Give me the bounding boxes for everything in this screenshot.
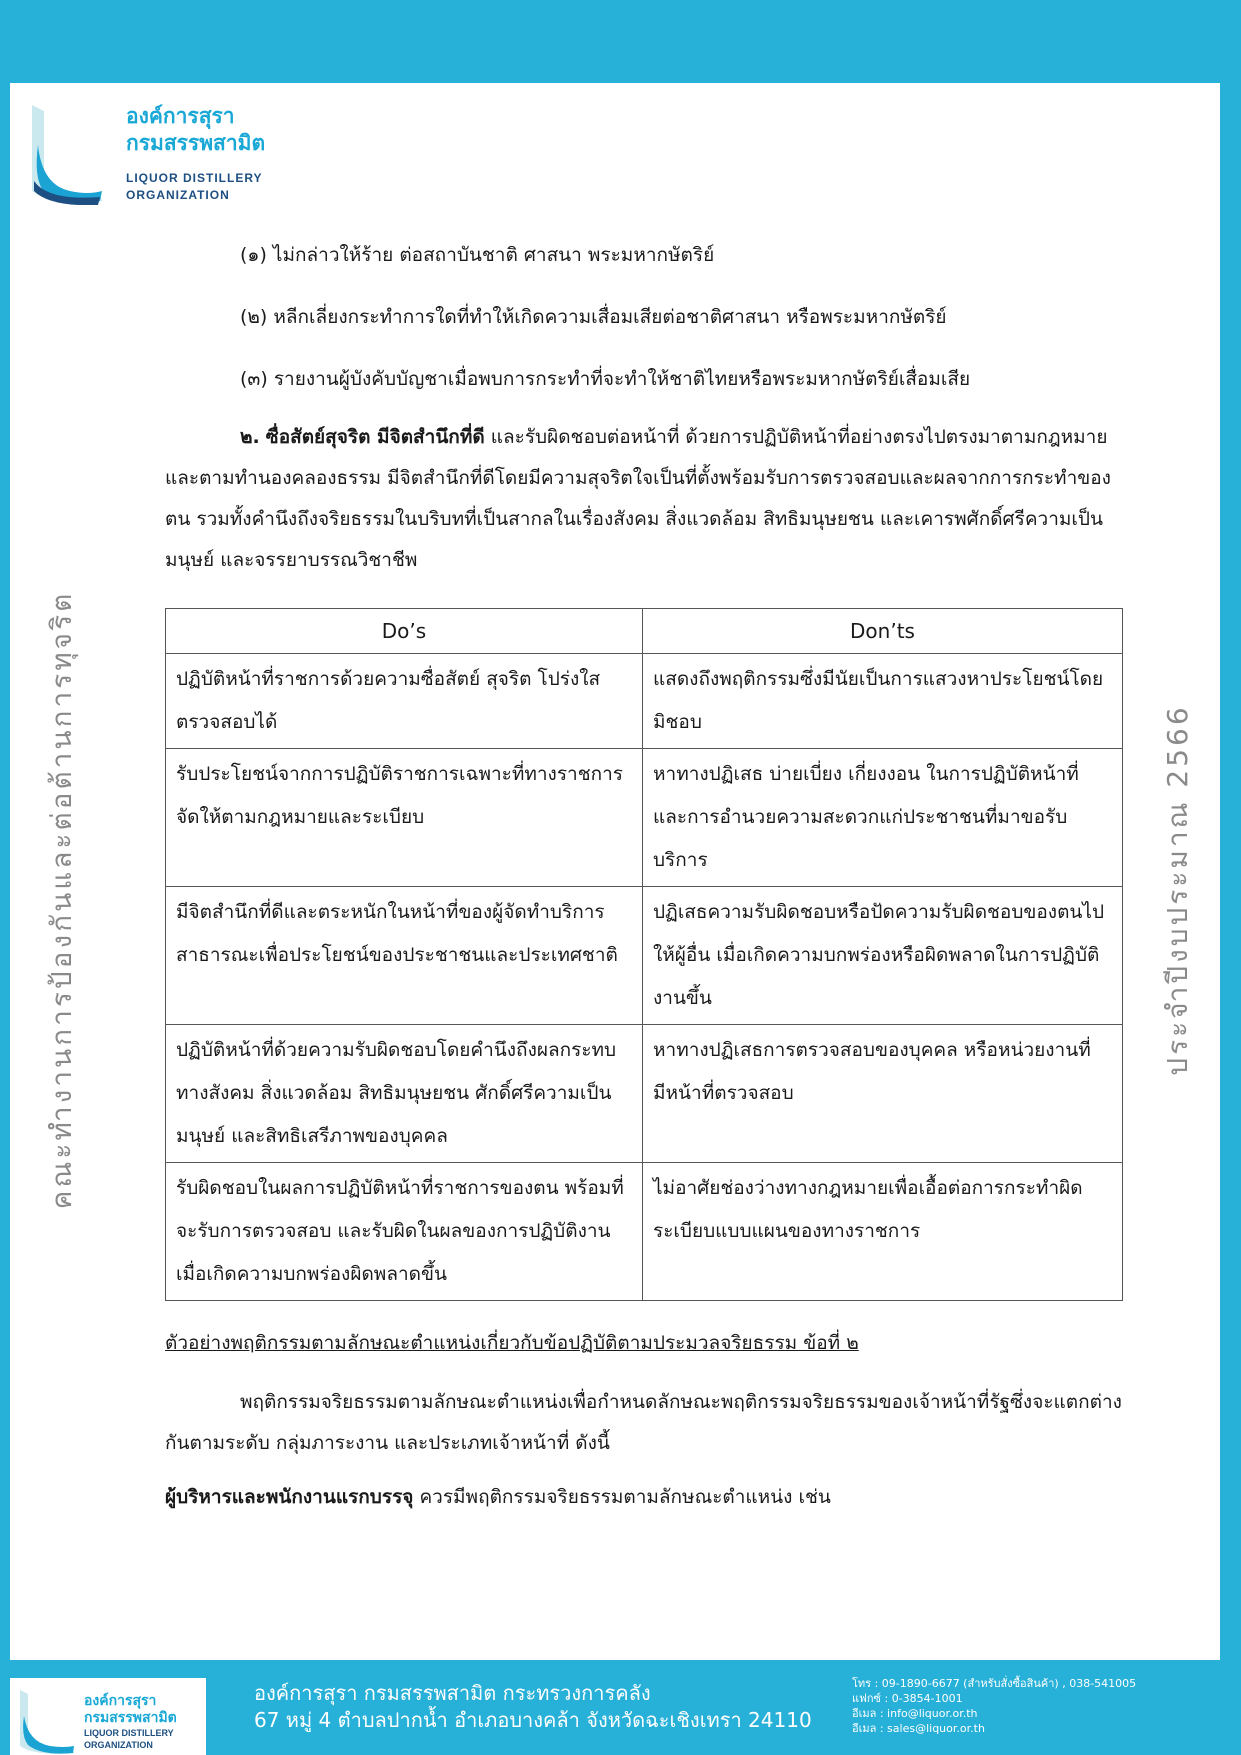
table-header-row bbox=[166, 609, 1123, 654]
table-cell-do: รับประโยชน์จากการปฏิบัติราชการเฉพาะที่ทางราชการจัดให้ตามกฎหมายและระเบียบ bbox=[166, 749, 643, 887]
table-cell-dont: ปฏิเสธความรับผิดชอบหรือปัดความรับผิดชอบของตนไปให้ผู้อื่น เมื่อเกิดความบกพร่องหรือผิดพลาดในการปฏิบัติงานขึ้น bbox=[643, 887, 1123, 1025]
footer-phone: โทร : 09-1890-6677 (สำหรับสั่งซื้อสินค้า) , 038-541005 bbox=[852, 1677, 1137, 1690]
example-paragraph bbox=[165, 1382, 1123, 1464]
example-paragraph-text: พฤติกรรมจริยธรรมตามลักษณะตำแหน่งเพื่อกำหนดลักษณะพฤติกรรมจริยธรรมของเจ้าหน้าที่รัฐซึ่งจะแตกต่างกันตามระดับ กลุ่มภาระงาน และประเภทเจ้าหน้าที่ ดังนี้ bbox=[165, 1391, 1122, 1454]
footer-fax: แฟกซ์ : 0-3854-1001 bbox=[852, 1692, 963, 1705]
section-2-text: และรับผิดชอบต่อหน้าที่ ด้วยการปฏิบัติหน้าที่อย่างตรงไปตรงมาตามกฎหมายและตามทำนองคลองธรรม มีจิตสำนึกที่ดีโดยมีความสุจริตใจเป็นที่ตั้งพร้อมรับการตรวจสอบและผลจากการกระทำของตน รวมทั้งคำนึงถึงจริยธรรมในบริบทที่เป็นสากลในเรื่องสังคม สิ่งแวดล้อม สิทธิมนุษยชน และเคารพศักดิ์ศรีความเป็นมนุษย์ และจรรยาบรรณวิชาชีพ bbox=[165, 426, 1111, 571]
footer-email-sales: อีเมล : sales@liquor.or.th bbox=[852, 1722, 985, 1735]
footer-org-name-en-1: LIQUOR DISTILLERY bbox=[84, 1728, 174, 1738]
section-2-heading: ซื่อสัตย์สุจริต มีจิตสำนึกที่ดี bbox=[265, 426, 485, 448]
table-row bbox=[166, 1025, 1123, 1163]
table-header-donts: Don’ts bbox=[643, 609, 1123, 654]
list-item-2: (๒) หลีกเลี่ยงกระทำการใดที่ทำให้เกิดความเสื่อมเสียต่อชาติศาสนา หรือพระมหากษัตริย์ bbox=[240, 306, 947, 328]
section-2-paragraph bbox=[165, 417, 1123, 581]
logo-org-name-th-2: กรมสรรพสามิต bbox=[126, 132, 266, 155]
footer-contact bbox=[852, 1676, 1136, 1736]
table-row bbox=[166, 749, 1123, 887]
page-footer bbox=[0, 1660, 1241, 1755]
footer-logo bbox=[10, 1678, 206, 1755]
footer-org-name-en-2: ORGANIZATION bbox=[84, 1740, 153, 1750]
footer-address-line-2: 67 หมู่ 4 ตำบลปากน้ำ อำเภอบางคล้า จังหวัดฉะเชิงเทรา 24110 bbox=[254, 1708, 812, 1732]
example-section-title: ตัวอย่างพฤติกรรมตามลักษณะตำแหน่งเกี่ยวกับข้อปฏิบัติตามประมวลจริยธรรม ข้อที่ ๒ bbox=[165, 1332, 859, 1354]
list-item-3: (๓) รายงานผู้บังคับบัญชาเมื่อพบการกระทำที่จะทำให้ชาติไทยหรือพระมหากษัตริย์เสื่อมเสีย bbox=[240, 368, 971, 390]
table-cell-dont: หาทางปฏิเสธการตรวจสอบของบุคคล หรือหน่วยงานที่มีหน้าที่ตรวจสอบ bbox=[643, 1025, 1123, 1163]
footer-org-name-th-1: องค์การสุรา bbox=[84, 1692, 157, 1708]
logo-mark-icon bbox=[30, 105, 106, 205]
footer-logo-mark-icon bbox=[18, 1690, 78, 1755]
table-row bbox=[166, 1163, 1123, 1301]
example-lead-bold: ผู้บริหารและพนักงานแรกบรรจุ bbox=[165, 1486, 414, 1508]
table-cell-do: ปฏิบัติหน้าที่ด้วยความรับผิดชอบโดยคำนึงถึงผลกระทบทางสังคม สิ่งแวดล้อม สิทธิมนุษยชน ศักดิ์ศรีความเป็นมนุษย์ และสิทธิเสรีภาพของบุคคล bbox=[166, 1025, 643, 1163]
footer-address-line-1: องค์การสุรา กรมสรรพสามิต กระทรวงการคลัง bbox=[254, 1681, 651, 1705]
table-cell-dont: หาทางปฏิเสธ บ่ายเบี่ยง เกี่ยงงอน ในการปฏิบัติหน้าที่และการอำนวยความสะดวกแก่ประชาชนที่มาขอรับบริการ bbox=[643, 749, 1123, 887]
logo-org-name-en-2: ORGANIZATION bbox=[126, 188, 230, 202]
table-row bbox=[166, 887, 1123, 1025]
footer-org-name-th-2: กรมสรรพสามิต bbox=[84, 1709, 177, 1725]
side-text-right-label: ประจำปีงบประมาณ 2566 bbox=[1161, 704, 1194, 1076]
example-lead-text: ควรมีพฤติกรรมจริยธรรมตามลักษณะตำแหน่ง เช่น bbox=[413, 1486, 831, 1508]
table-cell-do: รับผิดชอบในผลการปฏิบัติหน้าที่ราชการของตน พร้อมที่จะรับการตรวจสอบ และรับผิดในผลของการปฏิบัติงาน เมื่อเกิดความบกพร่องผิดพลาดขึ้น bbox=[166, 1163, 643, 1301]
footer-email-info: อีเมล : info@liquor.or.th bbox=[852, 1707, 978, 1720]
table-cell-do: มีจิตสำนึกที่ดีและตระหนักในหน้าที่ของผู้จัดทำบริการสาธารณะเพื่อประโยชน์ของประชาชนและประเทศชาติ bbox=[166, 887, 643, 1025]
list-item-1: (๑) ไม่กล่าวให้ร้าย ต่อสถาบันชาติ ศาสนา พระมหากษัตริย์ bbox=[240, 244, 715, 266]
side-text-left-label: คณะทำงานการป้องกันและต่อต้านการทุจริต bbox=[45, 590, 78, 1210]
table-cell-dont: แสดงถึงพฤติกรรมซึ่งมีนัยเป็นการแสวงหาประโยชน์โดยมิชอบ bbox=[643, 654, 1123, 749]
org-logo bbox=[30, 105, 290, 205]
logo-org-name-en-1: LIQUOR DISTILLERY bbox=[126, 171, 263, 185]
table-cell-do: ปฏิบัติหน้าที่ราชการด้วยความซื่อสัตย์ สุจริต โปร่งใส ตรวจสอบได้ bbox=[166, 654, 643, 749]
table-cell-dont: ไม่อาศัยช่องว่างทางกฎหมายเพื่อเอื้อต่อการกระทำผิดระเบียบแบบแผนของทางราชการ bbox=[643, 1163, 1123, 1301]
logo-org-name-th-1: องค์การสุรา bbox=[126, 105, 235, 128]
dos-donts-table bbox=[165, 608, 1123, 1301]
table-header-dos: Do’s bbox=[166, 609, 643, 654]
example-lead bbox=[165, 1477, 1123, 1518]
table-row bbox=[166, 654, 1123, 749]
section-2-number: ๒. bbox=[240, 426, 260, 448]
